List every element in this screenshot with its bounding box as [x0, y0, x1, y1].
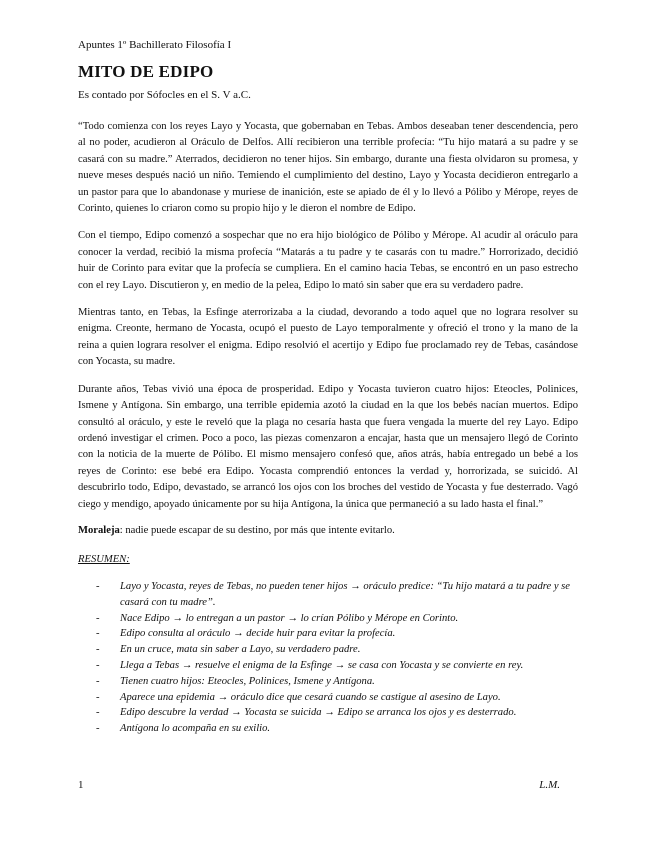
paragraph-4: Durante años, Tebas vivió una época de prosperidad. Edipo y Yocasta tuvieron cuatro hijos: Eteocles, Polinices, Ismene y Antígona. Sin embargo, una terrible epidemia azotó la ciudad en la que los bebés nacían muertos. Edipo consultó al oráculo, y este le reveló que la plaga no cesaría hasta que fuera vengada la muerte del rey Layo. Edipo ordenó investigar el crimen. Poco a poco, las piezas comenzaron a encajar, hasta que un mensajero llegó de Corinto con la noticia de la muerte de Pólibo. El mismo mensajero confesó que, años atrás, había entregado un bebé a los reyes de Corinto: ese bebé era Edipo. Yocasta comprendió entonces la verdad y, horrorizada, se suicidó. Al descubrirlo todo, Edipo, devastado, se arrancó los ojos con los broches del vestido de Yocasta y fue desterrado. Vagó ciego y mendigo, apoyado únicamente por su hija Antígona, la única que permaneció a su lado hasta el final.” [78, 383, 578, 510]
paragraph-2: Con el tiempo, Edipo comenzó a sospechar que no era hijo biológico de Pólibo y Mérope. Al acudir al oráculo para conocer la verdad, recibió la misma profecía “Matarás a tu padre y te casarás con tu madre.” Horrorizado, decidió huir de Corinto para evitar que la profecía se cumpliera. En el camino hacia Tebas, se encontró en un paso estrecho con el rey Layo. Discutieron y, en medio de la pelea, Edipo lo mató sin saber que era su verdadero padre. [78, 230, 578, 291]
bullet-dash: - [96, 644, 100, 656]
document-page [78, 38, 578, 737]
resumen-item [78, 626, 578, 642]
bullet-dash: - [96, 612, 100, 624]
page-number: 1 [78, 779, 84, 791]
resumen-title: RESUMEN: [78, 553, 130, 565]
resumen-item-text: Edipo consulta al oráculo → decide huir para evitar la profecía. [120, 628, 396, 640]
bullet-dash: - [96, 691, 100, 703]
resumen-item-text: Nace Edipo → lo entregan a un pastor → lo crían Pólibo y Mérope en Corinto. [120, 612, 459, 624]
resumen-item [78, 611, 578, 627]
resumen-item-text: Tienen cuatro hijos: Eteocles, Polinices, Ismene y Antígona. [120, 675, 375, 687]
resumen-list [78, 579, 578, 737]
moral-line [78, 523, 578, 539]
bullet-dash: - [96, 659, 100, 671]
resumen-item [78, 642, 578, 658]
resumen-item-text: Layo y Yocasta, reyes de Tebas, no pueden tener hijos → oráculo predice: “Tu hijo matará a tu padre y se casará con tu madre”. [120, 580, 570, 608]
author-initials: L.M. [539, 779, 560, 791]
resumen-item-text: Antígona lo acompaña en su exilio. [120, 723, 271, 735]
page-title: MITO DE EDIPO [78, 62, 214, 81]
course-header: Apuntes 1º Bachillerato Filosofía I [78, 39, 232, 51]
bullet-dash: - [96, 707, 100, 719]
paragraph-3: Mientras tanto, en Tebas, la Esfinge aterrorizaba a la ciudad, devorando a todo aquel que no lograra resolver su enigma. Creonte, hermano de Yocasta, ocupó el puesto de Layo temporalmente y ofreció el trono y la mano de la reina a quien lograra resolver el enigma. Edipo resolvió el acertijo y Edipo fue proclamado rey de Tebas, casándose con Yocasta, su madre. [78, 307, 578, 368]
bullet-dash: - [96, 723, 100, 735]
resumen-item [78, 658, 578, 674]
resumen-item [78, 579, 578, 611]
resumen-item [78, 690, 578, 706]
resumen-item [78, 705, 578, 721]
bullet-dash: - [96, 580, 100, 592]
paragraph-1: “Todo comienza con los reyes Layo y Yocasta, que gobernaban en Tebas. Ambos deseaban tener descendencia, pero al no poder, acudieron al Oráculo de Delfos. Allí recibieron una terrible profecía: “Tu hijo matará a su padre y se casará con su madre.” Aterrados, decidieron no tener hijos. Sin embargo, durante una fiesta olvidaron su promesa, y nueve meses después nació un niño. Temiendo el cumplimiento del destino, Layo y Yocasta decidieron entregarlo a un pastor para que lo abandonase y muriese de inanición, este se apiado de él y lo llevó a Pólibo y Mérope, reyes de Corinto, quienes lo criaron como su propio hijo y le dieron el nombre de Edipo. [78, 121, 578, 215]
subtitle: Es contado por Sófocles en el S. V a.C. [78, 89, 251, 101]
bullet-dash: - [96, 628, 100, 640]
moral-label: Moraleja [78, 524, 120, 536]
resumen-item-text: Llega a Tebas → resuelve el enigma de la Esfinge → se casa con Yocasta y se convierte en rey. [120, 659, 524, 671]
resumen-item [78, 674, 578, 690]
resumen-item-text: En un cruce, mata sin saber a Layo, su verdadero padre. [120, 644, 361, 656]
resumen-item [78, 721, 578, 737]
moral-text: : nadie puede escapar de su destino, por más que intente evitarlo. [119, 524, 395, 536]
bullet-dash: - [96, 675, 100, 687]
resumen-item-text: Edipo descubre la verdad → Yocasta se suicida → Edipo se arranca los ojos y es desterrado. [120, 707, 517, 719]
resumen-item-text: Aparece una epidemia → oráculo dice que cesará cuando se castigue al asesino de Layo. [120, 691, 501, 703]
